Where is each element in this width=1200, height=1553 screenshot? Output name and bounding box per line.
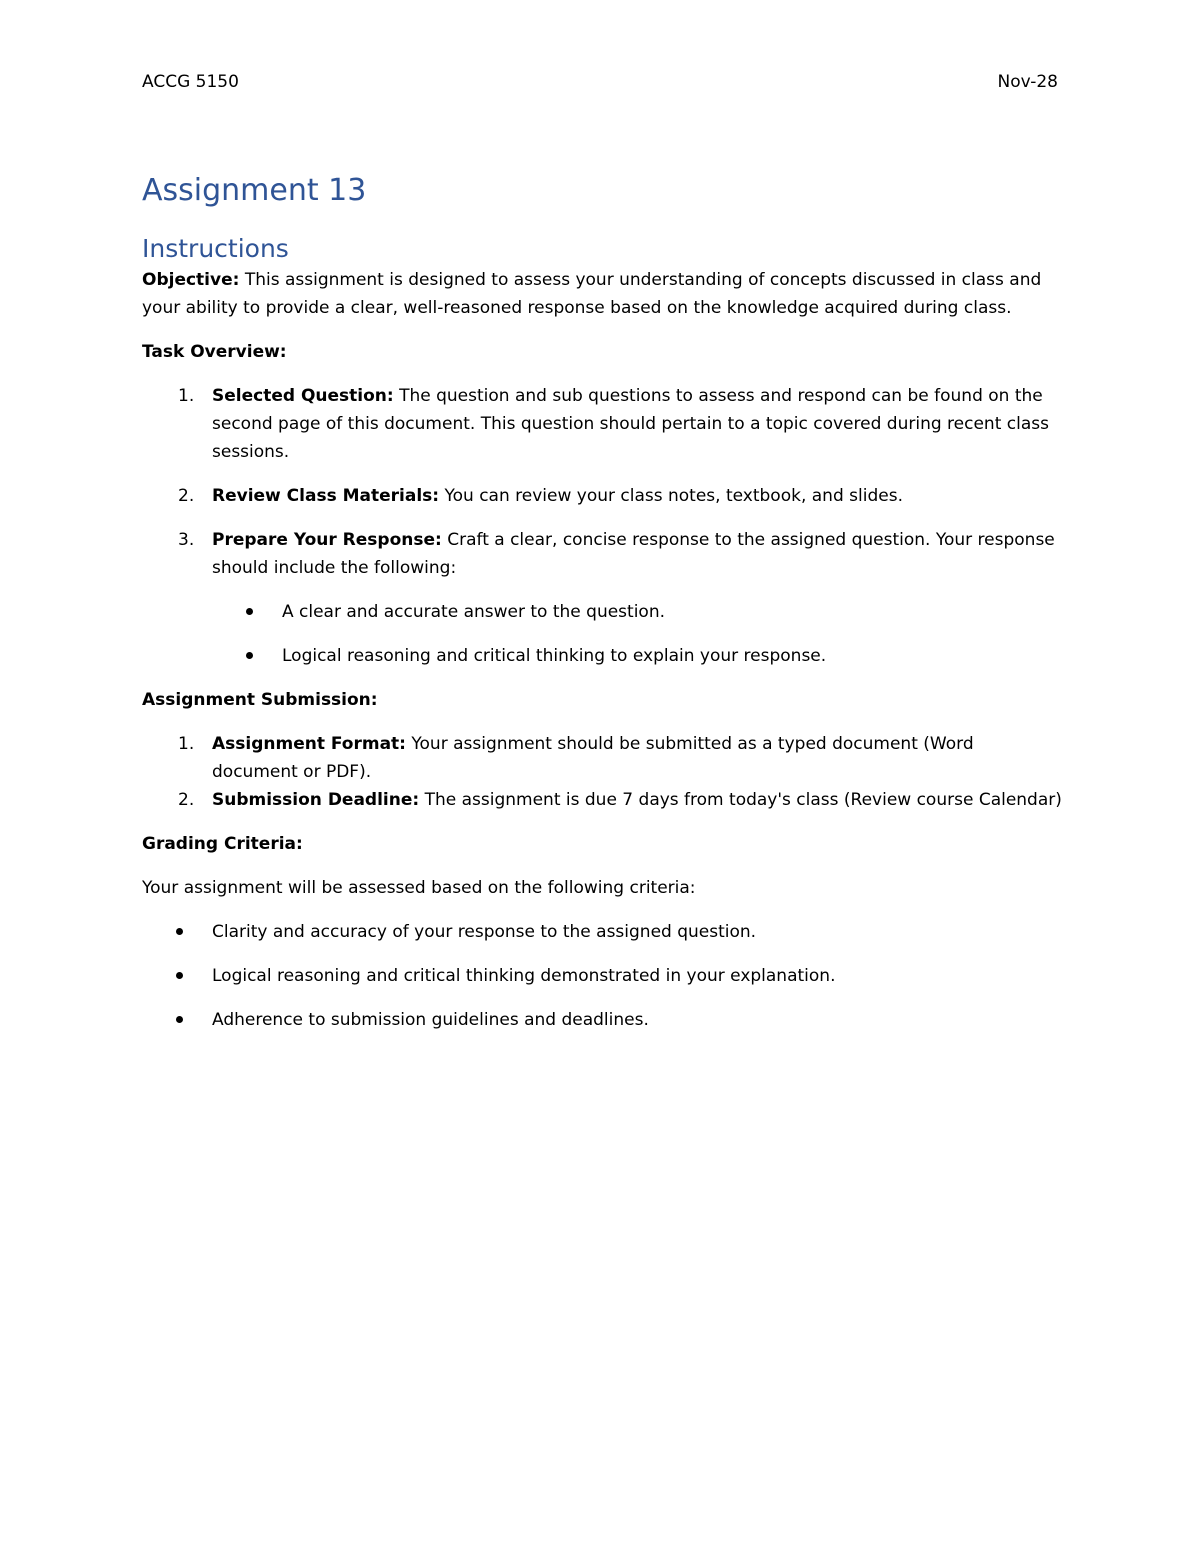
list-item (142, 382, 1062, 466)
list-number: 2. (178, 486, 195, 506)
header-date: Nov-28 (997, 72, 1058, 92)
page-header (142, 72, 1058, 96)
grading-intro: Your assignment will be assessed based on the following criteria: (142, 878, 696, 898)
item-label: Prepare Your Response: (212, 530, 442, 550)
bullet-icon (176, 928, 183, 935)
list-item (212, 598, 1062, 626)
bullet-icon (176, 1016, 183, 1023)
objective-paragraph (142, 266, 1062, 322)
item-text: The question and sub questions to assess and respond can be found on the second page of this document. This question should pertain to a topic covered during recent class sessions. (212, 386, 1049, 462)
list-item (142, 526, 1062, 670)
item-label: Assignment Format: (212, 734, 406, 754)
submission-heading: Assignment Submission: (142, 690, 378, 710)
item-text: Craft a clear, concise response to the assigned question. Your response should include the following: (212, 530, 1055, 578)
bullet-text: Logical reasoning and critical thinking to explain your response. (282, 646, 827, 666)
response-requirements-list (212, 598, 1062, 670)
bullet-icon (246, 652, 253, 659)
list-number: 2. (178, 790, 195, 810)
bullet-icon (246, 608, 253, 615)
bullet-text: Adherence to submission guidelines and deadlines. (212, 1010, 649, 1030)
item-text: Your assignment should be submitted as a typed document (Word document or PDF). (212, 734, 974, 782)
list-item (142, 786, 1062, 814)
list-number: 1. (178, 386, 195, 406)
document-body (142, 170, 1062, 1050)
document-title: Assignment 13 (142, 173, 367, 208)
list-item (142, 962, 1062, 990)
list-item (142, 918, 1062, 946)
bullet-icon (176, 972, 183, 979)
list-number: 1. (178, 734, 195, 754)
bullet-text: Clarity and accuracy of your response to the assigned question. (212, 922, 757, 942)
objective-text: This assignment is designed to assess your understanding of concepts discussed in class and your ability to provide a clear, well-reasoned response based on the knowledge acquired during class. (142, 270, 1042, 318)
item-label: Selected Question: (212, 386, 394, 406)
course-code: ACCG 5150 (142, 72, 239, 92)
instructions-heading: Instructions (142, 234, 289, 263)
list-item (142, 1006, 1062, 1034)
bullet-text: A clear and accurate answer to the question. (282, 602, 666, 622)
list-item (142, 730, 1062, 786)
grading-heading: Grading Criteria: (142, 834, 303, 854)
objective-label: Objective: (142, 270, 240, 290)
task-overview-list (142, 382, 1062, 670)
list-item (142, 482, 1062, 510)
item-label: Review Class Materials: (212, 486, 440, 506)
task-overview-heading: Task Overview: (142, 342, 287, 362)
list-item (212, 642, 1062, 670)
item-text: The assignment is due 7 days from today's class (Review course Calendar) (419, 790, 1062, 810)
item-label: Submission Deadline: (212, 790, 420, 810)
bullet-text: Logical reasoning and critical thinking demonstrated in your explanation. (212, 966, 836, 986)
grading-criteria-list (142, 918, 1062, 1034)
item-text: You can review your class notes, textbook, and slides. (439, 486, 903, 506)
list-number: 3. (178, 530, 195, 550)
submission-list (142, 730, 1062, 814)
